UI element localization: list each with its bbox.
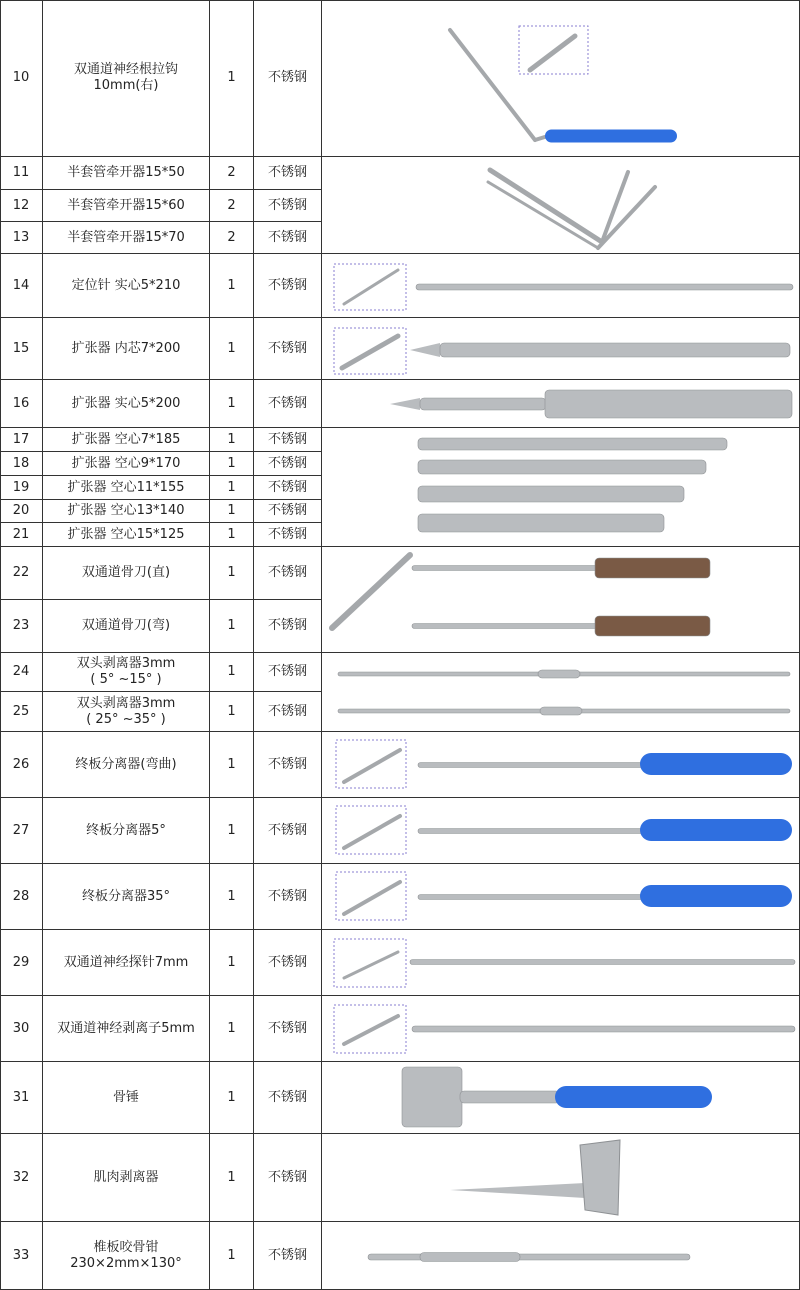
item-name: 双头剥离器3mm ( 5° ~15° ): [43, 653, 210, 692]
item-number: 23: [0, 600, 43, 653]
item-name: 双通道神经剥离子5mm: [43, 996, 210, 1062]
item-number: 22: [0, 547, 43, 600]
item-quantity: 1: [210, 996, 254, 1062]
item-quantity: 1: [210, 318, 254, 380]
item-quantity: 1: [210, 692, 254, 732]
item-name: 双通道神经探针7mm: [43, 930, 210, 996]
item-name: 椎板咬骨钳 230×2mm×130°: [43, 1222, 210, 1290]
nerve-root-retractor-icon: [450, 26, 677, 143]
item-material: 不锈钢: [254, 692, 322, 732]
item-name: 肌肉剥离器: [43, 1134, 210, 1222]
laminectomy-rongeur-icon: [368, 1253, 690, 1262]
item-quantity: 1: [210, 500, 254, 523]
item-number: 15: [0, 318, 43, 380]
osteotome-icon: [332, 555, 710, 636]
item-quantity: 1: [210, 600, 254, 653]
item-material: 不锈钢: [254, 547, 322, 600]
half-sleeve-retractor-icon: [488, 170, 655, 248]
item-number: 17: [0, 428, 43, 452]
item-material: 不锈钢: [254, 222, 322, 254]
item-quantity: 1: [210, 476, 254, 500]
item-material: 不锈钢: [254, 996, 322, 1062]
item-quantity: 1: [210, 653, 254, 692]
item-material: 不锈钢: [254, 1222, 322, 1290]
item-quantity: 1: [210, 428, 254, 452]
item-name: 扩张器 空心15*125: [43, 523, 210, 547]
item-material: 不锈钢: [254, 428, 322, 452]
item-number: 31: [0, 1062, 43, 1134]
positioning-pin-icon: [334, 264, 793, 310]
item-name: 扩张器 空心7*185: [43, 428, 210, 452]
item-number: 18: [0, 452, 43, 476]
item-number: 19: [0, 476, 43, 500]
nerve-probe-icon: [334, 939, 795, 987]
item-name: 终板分离器5°: [43, 798, 210, 864]
item-material: 不锈钢: [254, 864, 322, 930]
item-number: 25: [0, 692, 43, 732]
dilator-hollow-icon: [418, 438, 727, 532]
bone-mallet-icon: [402, 1067, 712, 1127]
item-material: 不锈钢: [254, 476, 322, 500]
item-material: 不锈钢: [254, 452, 322, 476]
item-number: 21: [0, 523, 43, 547]
item-number: 29: [0, 930, 43, 996]
item-material: 不锈钢: [254, 600, 322, 653]
item-number: 12: [0, 190, 43, 222]
item-quantity: 2: [210, 190, 254, 222]
item-name: 终板分离器(弯曲): [43, 732, 210, 798]
item-number: 13: [0, 222, 43, 254]
item-material: 不锈钢: [254, 190, 322, 222]
item-number: 20: [0, 500, 43, 523]
item-material: 不锈钢: [254, 732, 322, 798]
item-quantity: 1: [210, 547, 254, 600]
item-quantity: 1: [210, 452, 254, 476]
item-name: 双通道神经根拉钩 10mm(右): [43, 0, 210, 157]
item-quantity: 1: [210, 1062, 254, 1134]
item-name: 骨锤: [43, 1062, 210, 1134]
item-material: 不锈钢: [254, 1062, 322, 1134]
item-quantity: 1: [210, 254, 254, 318]
item-number: 16: [0, 380, 43, 428]
item-name: 扩张器 空心11*155: [43, 476, 210, 500]
double-ended-elevator-icon: [338, 670, 790, 715]
item-name: 双通道骨刀(弯): [43, 600, 210, 653]
item-number: 33: [0, 1222, 43, 1290]
item-quantity: 1: [210, 798, 254, 864]
item-material: 不锈钢: [254, 157, 322, 190]
endplate-separator-icon: [336, 806, 792, 854]
item-name: 半套管牵开器15*60: [43, 190, 210, 222]
item-material: 不锈钢: [254, 500, 322, 523]
dilator-solid-icon: [390, 390, 792, 418]
item-material: 不锈钢: [254, 1134, 322, 1222]
item-name: 双头剥离器3mm ( 25° ~35° ): [43, 692, 210, 732]
endplate-separator-icon: [336, 872, 792, 920]
item-name: 终板分离器35°: [43, 864, 210, 930]
item-name: 半套管牵开器15*50: [43, 157, 210, 190]
item-quantity: 1: [210, 1222, 254, 1290]
item-number: 32: [0, 1134, 43, 1222]
item-name: 扩张器 内芯7*200: [43, 318, 210, 380]
item-material: 不锈钢: [254, 380, 322, 428]
item-material: 不锈钢: [254, 653, 322, 692]
item-number: 27: [0, 798, 43, 864]
item-quantity: 1: [210, 523, 254, 547]
item-material: 不锈钢: [254, 254, 322, 318]
item-name: 双通道骨刀(直): [43, 547, 210, 600]
item-name: 半套管牵开器15*70: [43, 222, 210, 254]
item-quantity: 1: [210, 930, 254, 996]
item-number: 14: [0, 254, 43, 318]
item-quantity: 1: [210, 0, 254, 157]
muscle-elevator-icon: [450, 1140, 620, 1215]
item-material: 不锈钢: [254, 523, 322, 547]
item-name: 扩张器 实心5*200: [43, 380, 210, 428]
item-number: 24: [0, 653, 43, 692]
item-number: 30: [0, 996, 43, 1062]
item-name: 定位针 实心5*210: [43, 254, 210, 318]
item-number: 11: [0, 157, 43, 190]
item-name: 扩张器 空心9*170: [43, 452, 210, 476]
item-number: 26: [0, 732, 43, 798]
item-quantity: 1: [210, 732, 254, 798]
item-material: 不锈钢: [254, 0, 322, 157]
item-material: 不锈钢: [254, 318, 322, 380]
item-material: 不锈钢: [254, 930, 322, 996]
item-quantity: 2: [210, 157, 254, 190]
item-quantity: 2: [210, 222, 254, 254]
item-quantity: 1: [210, 1134, 254, 1222]
dilator-core-icon: [334, 328, 790, 374]
nerve-dissector-icon: [334, 1005, 795, 1053]
item-name: 扩张器 空心13*140: [43, 500, 210, 523]
item-quantity: 1: [210, 864, 254, 930]
item-material: 不锈钢: [254, 798, 322, 864]
item-number: 10: [0, 0, 43, 157]
item-quantity: 1: [210, 380, 254, 428]
item-number: 28: [0, 864, 43, 930]
endplate-separator-icon: [336, 740, 792, 788]
